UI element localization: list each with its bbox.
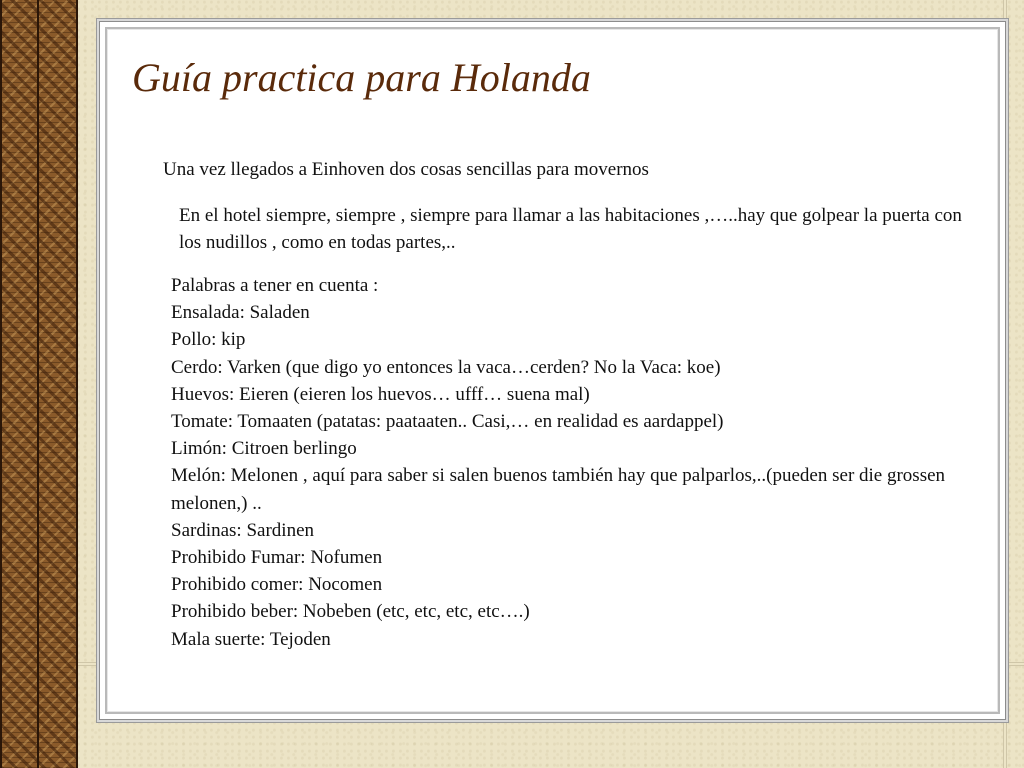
vocab-line: Cerdo: Varken (que digo yo entonces la vaca…cerden? No la Vaca: koe)	[171, 356, 721, 378]
vocab-line: Prohibido Fumar: Nofumen	[171, 547, 383, 569]
background-rule	[1006, 0, 1007, 768]
vocab-line: Pollo: kip	[171, 329, 246, 351]
wood-divider-middle	[37, 0, 39, 768]
vocab-line: Limón: Citroen berlingo	[171, 438, 357, 460]
vocab-line: Mala suerte: Tejoden	[171, 628, 331, 650]
wood-divider-right	[76, 0, 78, 768]
wood-divider-left	[0, 0, 2, 768]
vocab-line: Huevos: Eieren (eieren los huevos… ufff… suena mal)	[171, 383, 590, 405]
slide-title: Guía practica para Holanda	[132, 55, 591, 100]
vocab-line: Ensalada: Saladen	[171, 302, 310, 324]
vocab-line: Palabras a tener en cuenta :	[171, 275, 379, 296]
wood-border-decoration	[0, 0, 78, 768]
vocab-line: Prohibido beber: Nobeben (etc, etc, etc, etc….)	[171, 601, 530, 623]
hotel-note: En el hotel siempre, siempre , siempre para llamar a las habitaciones ,…..hay que golpear la puerta con los nudillos , como en todas partes,..	[179, 205, 962, 253]
vocabulary-list	[171, 272, 961, 653]
vocab-line: Tomate: Tomaaten (patatas: paataaten.. Casi,… en realidad es aardappel)	[171, 411, 724, 433]
slide-panel	[99, 21, 1006, 720]
vocab-line: Sardinas: Sardinen	[171, 519, 315, 541]
vocab-line: Melón: Melonen , aquí para saber si salen buenos también hay que palparlos,..(pueden ser die grossen melonen,) ..	[171, 465, 946, 514]
vocab-line: Prohibido comer: Nocomen	[171, 574, 383, 596]
intro-text: Una vez llegados a Einhoven dos cosas sencillas para movernos	[163, 159, 649, 180]
